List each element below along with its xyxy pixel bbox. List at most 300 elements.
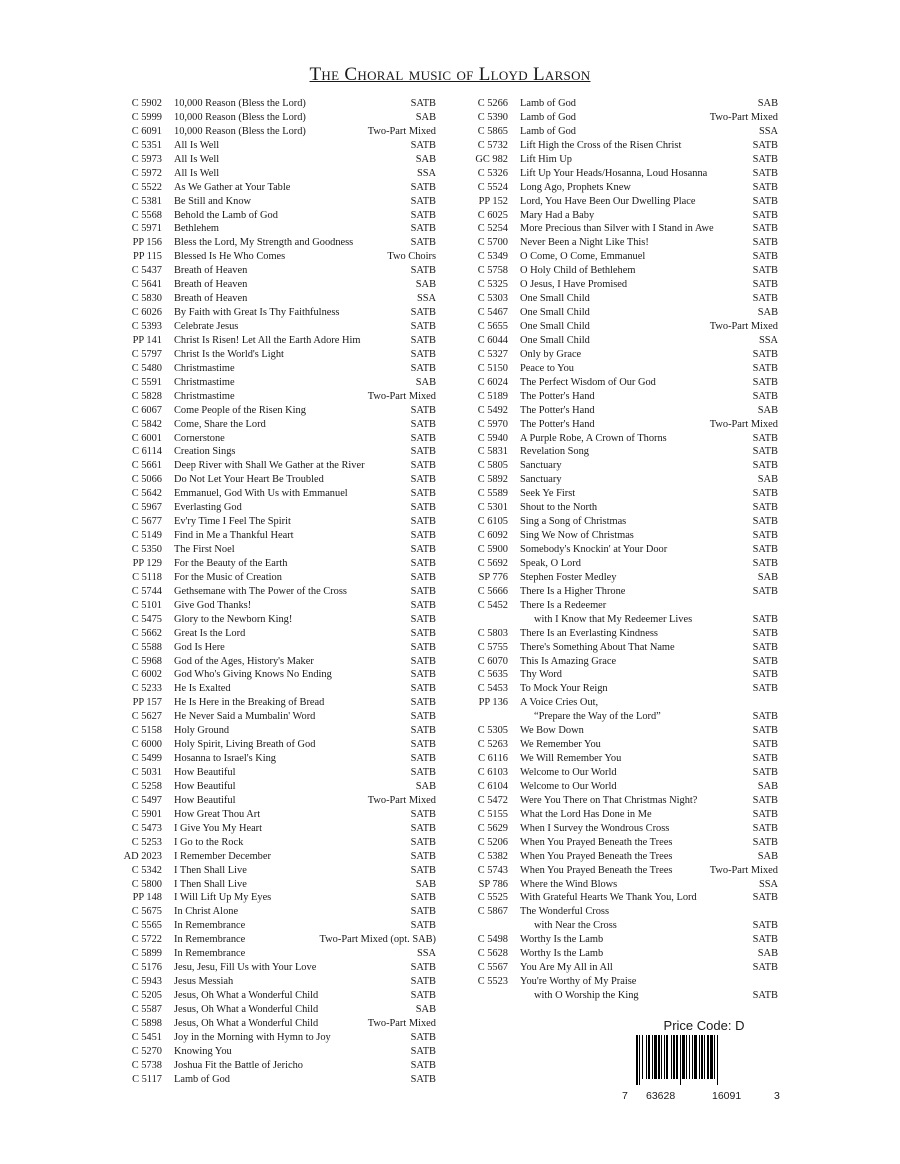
catalog-entry bbox=[116, 989, 436, 1003]
catalog-code: C 5568 bbox=[131, 209, 162, 221]
voicing: SATB bbox=[752, 655, 778, 667]
song-title: Sanctuary bbox=[520, 474, 562, 486]
voicing: SATB bbox=[752, 279, 778, 291]
catalog-code: C 5303 bbox=[477, 293, 508, 305]
catalog-entry bbox=[116, 1031, 436, 1045]
catalog-code: C 5498 bbox=[477, 934, 508, 946]
catalog-entry bbox=[462, 181, 778, 195]
catalog-code: C 5692 bbox=[477, 557, 508, 569]
song-title: Were You There on That Christmas Night? bbox=[520, 794, 698, 806]
catalog-code: C 5892 bbox=[477, 474, 508, 486]
catalog-entry bbox=[116, 864, 436, 878]
voicing: SAB bbox=[757, 850, 778, 862]
voicing: Two-Part Mixed bbox=[709, 418, 778, 430]
voicing: SAB bbox=[757, 474, 778, 486]
catalog-entry bbox=[462, 961, 778, 975]
catalog-code: C 6026 bbox=[131, 307, 162, 319]
price-code: Price Code: D bbox=[663, 1018, 745, 1033]
barcode-bar bbox=[710, 1035, 713, 1079]
catalog-code: C 5968 bbox=[131, 655, 162, 667]
catalog-entry bbox=[116, 264, 436, 278]
song-title: There Is a Higher Throne bbox=[520, 585, 626, 597]
catalog-entry bbox=[462, 696, 778, 710]
catalog-code: C 5587 bbox=[131, 1003, 162, 1015]
catalog-code: C 5158 bbox=[131, 725, 162, 737]
catalog-entry bbox=[462, 418, 778, 432]
catalog-entry bbox=[462, 501, 778, 515]
catalog-entry bbox=[462, 404, 778, 418]
catalog-entry bbox=[116, 418, 436, 432]
catalog-entry bbox=[462, 376, 778, 390]
voicing: SATB bbox=[752, 153, 778, 165]
song-title: Joy in the Morning with Hymn to Joy bbox=[174, 1031, 331, 1043]
song-title: Jesus Messiah bbox=[174, 976, 234, 988]
song-title: I Give You My Heart bbox=[174, 822, 263, 834]
song-title: He Is Exalted bbox=[174, 683, 231, 695]
catalog-entry bbox=[462, 613, 778, 627]
catalog-entry bbox=[116, 348, 436, 362]
catalog-code: C 5524 bbox=[477, 181, 508, 193]
voicing: SATB bbox=[410, 822, 436, 834]
voicing: SATB bbox=[410, 697, 436, 709]
catalog-code: C 5305 bbox=[477, 725, 508, 737]
catalog-code: PP 141 bbox=[132, 334, 162, 346]
catalog-code: C 5641 bbox=[131, 279, 162, 291]
catalog-code: C 5901 bbox=[131, 808, 162, 820]
catalog-entry bbox=[462, 515, 778, 529]
voicing: SATB bbox=[410, 976, 436, 988]
voicing: SATB bbox=[410, 237, 436, 249]
catalog-entry bbox=[116, 738, 436, 752]
catalog-entry bbox=[116, 1045, 436, 1059]
catalog-code: C 6092 bbox=[477, 530, 508, 542]
catalog-code: C 5101 bbox=[131, 599, 162, 611]
barcode-digits bbox=[622, 1090, 782, 1104]
song-title: I Then Shall Live bbox=[174, 878, 247, 890]
barcode-bar bbox=[642, 1035, 643, 1079]
catalog-entry bbox=[462, 209, 778, 223]
song-title: We Will Remember You bbox=[520, 753, 622, 765]
song-title: All Is Well bbox=[174, 167, 220, 179]
catalog-code: C 5943 bbox=[131, 976, 162, 988]
voicing: SATB bbox=[752, 209, 778, 221]
song-title: How Great Thou Art bbox=[174, 808, 261, 820]
catalog-code: C 5452 bbox=[477, 599, 508, 611]
catalog-code: C 5867 bbox=[477, 906, 508, 918]
voicing: SATB bbox=[752, 362, 778, 374]
catalog-code: C 5066 bbox=[131, 474, 162, 486]
catalog-code: C 5349 bbox=[477, 251, 508, 263]
barcode-bar bbox=[707, 1035, 709, 1079]
barcode-bar bbox=[704, 1035, 705, 1079]
song-title: Knowing You bbox=[174, 1045, 232, 1057]
catalog-entry bbox=[116, 222, 436, 236]
catalog-entry bbox=[116, 167, 436, 181]
voicing: SAB bbox=[415, 780, 436, 792]
barcode-bar bbox=[717, 1035, 718, 1085]
catalog-code: C 6116 bbox=[478, 753, 508, 765]
song-title: Deep River with Shall We Gather at the River bbox=[174, 460, 365, 472]
catalog-entry bbox=[462, 878, 778, 892]
voicing: SATB bbox=[410, 446, 436, 458]
song-title: Sing We Now of Christmas bbox=[520, 530, 634, 542]
voicing: SATB bbox=[410, 1031, 436, 1043]
voicing: SATB bbox=[410, 334, 436, 346]
song-title: Jesus, Oh What a Wonderful Child bbox=[174, 990, 319, 1001]
song-title: Welcome to Our World bbox=[520, 767, 617, 778]
song-title: Seek Ye First bbox=[520, 488, 576, 500]
catalog-entry bbox=[462, 864, 778, 878]
song-title: The Potter's Hand bbox=[520, 404, 595, 416]
song-title: Holy Spirit, Living Breath of God bbox=[174, 739, 316, 751]
voicing: SATB bbox=[752, 753, 778, 765]
song-title: In Christ Alone bbox=[174, 906, 239, 918]
voicing: SATB bbox=[752, 460, 778, 472]
catalog-code: C 5635 bbox=[477, 669, 508, 681]
voicing: SATB bbox=[752, 348, 778, 360]
catalog-entry bbox=[116, 947, 436, 961]
song-title: I Go to the Rock bbox=[174, 836, 244, 848]
catalog-code: C 5189 bbox=[477, 390, 508, 402]
song-title: Bless the Lord, My Strength and Goodness bbox=[174, 237, 354, 249]
voicing: SATB bbox=[752, 446, 778, 458]
voicing: SATB bbox=[752, 293, 778, 305]
voicing: SATB bbox=[410, 181, 436, 193]
catalog-entry bbox=[116, 724, 436, 738]
catalog-entry bbox=[462, 348, 778, 362]
catalog-code: C 6000 bbox=[131, 739, 162, 751]
catalog-code: C 5263 bbox=[477, 739, 508, 751]
catalog-entry bbox=[116, 334, 436, 348]
song-title: How Beautiful bbox=[174, 780, 236, 792]
catalog-entry bbox=[116, 655, 436, 669]
catalog-entry bbox=[116, 822, 436, 836]
catalog-code: C 5467 bbox=[477, 307, 508, 319]
catalog-code: C 5205 bbox=[131, 990, 162, 1001]
song-title: Peace to You bbox=[520, 362, 574, 374]
catalog-code: C 5661 bbox=[131, 460, 162, 472]
catalog-code: C 5797 bbox=[131, 348, 162, 360]
voicing: SATB bbox=[410, 613, 436, 625]
voicing: SSA bbox=[416, 948, 436, 960]
song-title: One Small Child bbox=[520, 334, 590, 346]
catalog-entry bbox=[462, 641, 778, 655]
catalog-entry bbox=[462, 794, 778, 808]
song-title: Creation Sings bbox=[174, 446, 236, 458]
voicing: SATB bbox=[752, 808, 778, 820]
catalog-code: C 5492 bbox=[477, 404, 508, 416]
voicing: SATB bbox=[410, 920, 436, 932]
catalog-code: C 6002 bbox=[131, 669, 162, 681]
voicing: SAB bbox=[757, 571, 778, 583]
barcode-group-1: 63628 bbox=[646, 1090, 676, 1102]
catalog-code: PP 136 bbox=[478, 697, 508, 709]
voicing: SSA bbox=[758, 334, 778, 346]
catalog-code: C 5971 bbox=[131, 223, 162, 235]
song-title: How Beautiful bbox=[174, 794, 236, 806]
voicing: SATB bbox=[410, 265, 436, 277]
song-title: Blessed Is He Who Comes bbox=[174, 251, 286, 263]
catalog-code: C 5565 bbox=[131, 920, 162, 932]
barcode-bar bbox=[682, 1035, 685, 1079]
song-title: The Potter's Hand bbox=[520, 418, 595, 430]
catalog-code: C 5567 bbox=[477, 962, 508, 974]
song-title: A Purple Robe, A Crown of Thorns bbox=[520, 432, 667, 444]
price-barcode-block bbox=[622, 1018, 782, 1104]
voicing: SATB bbox=[410, 432, 436, 444]
song-title: Be Still and Know bbox=[174, 195, 252, 207]
catalog-code: C 6103 bbox=[477, 767, 508, 778]
catalog-code: C 5642 bbox=[131, 488, 162, 500]
barcode-bar bbox=[701, 1035, 703, 1079]
catalog-code: C 5970 bbox=[477, 418, 508, 430]
catalog-code: C 5453 bbox=[477, 683, 508, 695]
catalog-code: PP 152 bbox=[478, 195, 508, 207]
song-title: Only by Grace bbox=[520, 348, 582, 360]
catalog-entry bbox=[116, 97, 436, 111]
catalog-code: PP 156 bbox=[132, 237, 162, 249]
song-title: Breath of Heaven bbox=[174, 265, 248, 277]
voicing: SATB bbox=[752, 613, 778, 625]
catalog-code: C 5499 bbox=[131, 753, 162, 765]
catalog-code: C 5325 bbox=[477, 279, 508, 291]
voicing: SATB bbox=[410, 906, 436, 918]
catalog-code: C 5744 bbox=[131, 585, 162, 597]
song-title: O Jesus, I Have Promised bbox=[520, 279, 628, 291]
voicing: SATB bbox=[752, 683, 778, 695]
catalog-entry bbox=[462, 153, 778, 167]
song-title: Cornerstone bbox=[174, 432, 225, 444]
catalog-entry bbox=[116, 390, 436, 404]
song-title: Christmastime bbox=[174, 362, 235, 374]
catalog-entry bbox=[462, 627, 778, 641]
catalog-entry bbox=[462, 222, 778, 236]
catalog-code: C 6114 bbox=[132, 446, 162, 458]
voicing: SATB bbox=[410, 544, 436, 555]
song-title: The Perfect Wisdom of Our God bbox=[520, 376, 656, 388]
catalog-entry bbox=[462, 682, 778, 696]
catalog-code: C 5150 bbox=[477, 362, 508, 374]
voicing: SATB bbox=[410, 1073, 436, 1085]
catalog-entry bbox=[116, 362, 436, 376]
catalog-code: C 5666 bbox=[477, 585, 508, 597]
song-title: Mary Had a Baby bbox=[520, 209, 595, 221]
barcode-bar bbox=[671, 1035, 672, 1079]
catalog-entry bbox=[462, 599, 778, 613]
catalog-entry bbox=[462, 264, 778, 278]
song-title: When You Prayed Beneath the Trees bbox=[520, 836, 673, 848]
voicing: SATB bbox=[752, 195, 778, 207]
catalog-code: C 5497 bbox=[131, 794, 162, 806]
song-title: One Small Child bbox=[520, 293, 590, 305]
voicing: SAB bbox=[757, 780, 778, 792]
catalog-entry bbox=[116, 961, 436, 975]
voicing: Two-Part Mixed bbox=[367, 794, 436, 806]
catalog-code: C 5940 bbox=[477, 432, 508, 444]
catalog-entry bbox=[462, 822, 778, 836]
voicing: SATB bbox=[752, 962, 778, 974]
catalog-entry bbox=[116, 487, 436, 501]
catalog-entry bbox=[116, 585, 436, 599]
catalog-entry bbox=[462, 278, 778, 292]
catalog-code: C 6001 bbox=[131, 432, 162, 444]
catalog-code: C 5629 bbox=[477, 822, 508, 834]
barcode-bar bbox=[689, 1035, 690, 1079]
catalog-entry bbox=[462, 557, 778, 571]
barcode-bar bbox=[694, 1035, 697, 1079]
barcode-bar bbox=[664, 1035, 665, 1079]
catalog-code: SP 786 bbox=[478, 878, 508, 890]
voicing: SATB bbox=[752, 544, 778, 555]
song-title: Behold the Lamb of God bbox=[174, 209, 278, 221]
catalog-code: C 5972 bbox=[131, 167, 162, 179]
catalog-entry bbox=[116, 404, 436, 418]
catalog-entry bbox=[462, 445, 778, 459]
voicing: SSA bbox=[416, 167, 436, 179]
song-title: In Remembrance bbox=[174, 948, 246, 960]
catalog-entry bbox=[462, 459, 778, 473]
catalog-entry bbox=[116, 459, 436, 473]
catalog-entry bbox=[116, 529, 436, 543]
voicing: SSA bbox=[416, 293, 436, 305]
catalog-code: C 6025 bbox=[477, 209, 508, 221]
catalog-code: GC 982 bbox=[475, 153, 508, 165]
barcode-bar bbox=[692, 1035, 693, 1079]
barcode-bar bbox=[714, 1035, 715, 1079]
voicing: SATB bbox=[752, 139, 778, 151]
voicing: SATB bbox=[410, 195, 436, 207]
song-title: Speak, O Lord bbox=[520, 557, 581, 569]
catalog-entry bbox=[116, 181, 436, 195]
voicing: SATB bbox=[752, 739, 778, 751]
voicing: SATB bbox=[752, 892, 778, 904]
voicing: SATB bbox=[410, 502, 436, 514]
catalog-entry bbox=[462, 724, 778, 738]
catalog-code: C 5800 bbox=[131, 878, 162, 890]
song-title: Lamb of God bbox=[520, 125, 576, 137]
song-title: There Is an Everlasting Kindness bbox=[520, 627, 658, 639]
voicing: SATB bbox=[410, 864, 436, 876]
catalog-entry bbox=[462, 334, 778, 348]
catalog-code: C 5755 bbox=[477, 641, 508, 653]
voicing: SATB bbox=[410, 767, 436, 778]
song-title: When You Prayed Beneath the Trees bbox=[520, 850, 673, 862]
voicing: SATB bbox=[410, 850, 436, 862]
voicing: SATB bbox=[752, 627, 778, 639]
catalog-entry bbox=[462, 738, 778, 752]
song-title: 10,000 Reason (Bless the Lord) bbox=[174, 125, 306, 137]
catalog-entry bbox=[116, 641, 436, 655]
catalog-code: C 5900 bbox=[477, 544, 508, 555]
voicing: Two-Part Mixed (opt. SAB) bbox=[319, 934, 436, 946]
song-title: Christ Is the World's Light bbox=[174, 348, 284, 360]
catalog-entry bbox=[462, 320, 778, 334]
catalog-entry bbox=[462, 473, 778, 487]
song-title: What the Lord Has Done in Me bbox=[520, 808, 652, 820]
voicing: SATB bbox=[410, 321, 436, 332]
catalog-code: C 5270 bbox=[131, 1045, 162, 1057]
catalog-entry bbox=[116, 794, 436, 808]
catalog-code: C 5176 bbox=[131, 962, 162, 974]
song-title: Never Been a Night Like This! bbox=[520, 237, 649, 249]
voicing bbox=[774, 696, 778, 710]
catalog-code: C 5677 bbox=[131, 516, 162, 528]
song-title: For the Music of Creation bbox=[174, 571, 282, 583]
song-title: By Faith with Great Is Thy Faithfulness bbox=[174, 307, 340, 319]
song-title: He Never Said a Mumbalin' Word bbox=[174, 711, 316, 723]
catalog-code: C 5472 bbox=[477, 794, 508, 806]
song-title: Lamb of God bbox=[520, 111, 576, 123]
catalog-code: C 5999 bbox=[131, 111, 162, 123]
catalog-code: C 5830 bbox=[131, 293, 162, 305]
catalog-entry bbox=[116, 919, 436, 933]
song-title: O Holy Child of Bethlehem bbox=[520, 265, 636, 277]
voicing: SATB bbox=[410, 1045, 436, 1057]
song-title: With Grateful Hearts We Thank You, Lord bbox=[520, 892, 697, 904]
voicing: SATB bbox=[752, 641, 778, 653]
barcode-bar bbox=[673, 1035, 675, 1079]
catalog-code: C 5301 bbox=[477, 502, 508, 514]
voicing: SATB bbox=[410, 571, 436, 583]
catalog-entry bbox=[116, 445, 436, 459]
catalog-entry bbox=[116, 306, 436, 320]
song-title: Lift Up Your Heads/Hosanna, Loud Hosanna bbox=[520, 167, 708, 179]
voicing: SATB bbox=[752, 223, 778, 235]
page-title: The Choral music of Lloyd Larson bbox=[309, 64, 591, 85]
catalog-entry bbox=[462, 362, 778, 376]
song-title: I Remember December bbox=[174, 850, 271, 862]
song-title: You're Worthy of My Praise bbox=[520, 976, 637, 988]
song-title: Breath of Heaven bbox=[174, 293, 248, 305]
song-title: with Near the Cross bbox=[534, 920, 617, 932]
catalog-entry bbox=[462, 891, 778, 905]
catalog-code: C 5525 bbox=[477, 892, 508, 904]
catalog-entry bbox=[462, 236, 778, 250]
song-title: Worthy Is the Lamb bbox=[520, 948, 604, 960]
barcode-bar bbox=[658, 1035, 660, 1079]
catalog-entry bbox=[116, 557, 436, 571]
song-title: Revelation Song bbox=[520, 446, 589, 458]
voicing: Two-Part Mixed bbox=[709, 111, 778, 123]
catalog-entry bbox=[116, 975, 436, 989]
catalog-code: C 5118 bbox=[132, 571, 162, 583]
catalog-column-right bbox=[462, 97, 778, 1003]
song-title: Holy Ground bbox=[174, 725, 230, 737]
voicing: SATB bbox=[410, 307, 436, 319]
voicing: SATB bbox=[410, 669, 436, 681]
catalog-code: C 5233 bbox=[131, 683, 162, 695]
voicing: SATB bbox=[410, 836, 436, 848]
catalog-entry bbox=[462, 668, 778, 682]
voicing: SATB bbox=[752, 711, 778, 723]
catalog-code: C 5805 bbox=[477, 460, 508, 472]
barcode-bar bbox=[636, 1035, 638, 1085]
song-title: 10,000 Reason (Bless the Lord) bbox=[174, 98, 306, 109]
voicing: Two-Part Mixed bbox=[367, 125, 436, 137]
catalog-entry bbox=[116, 613, 436, 627]
song-title: The Potter's Hand bbox=[520, 390, 595, 402]
barcode-bar bbox=[648, 1035, 650, 1079]
voicing: SATB bbox=[410, 585, 436, 597]
voicing: SATB bbox=[410, 209, 436, 221]
song-title: Lamb of God bbox=[520, 98, 576, 109]
catalog-entry bbox=[116, 515, 436, 529]
song-title: Lift Him Up bbox=[520, 153, 572, 165]
voicing: SATB bbox=[752, 181, 778, 193]
voicing: SATB bbox=[752, 390, 778, 402]
barcode-bar bbox=[646, 1035, 647, 1079]
voicing: SATB bbox=[410, 739, 436, 751]
